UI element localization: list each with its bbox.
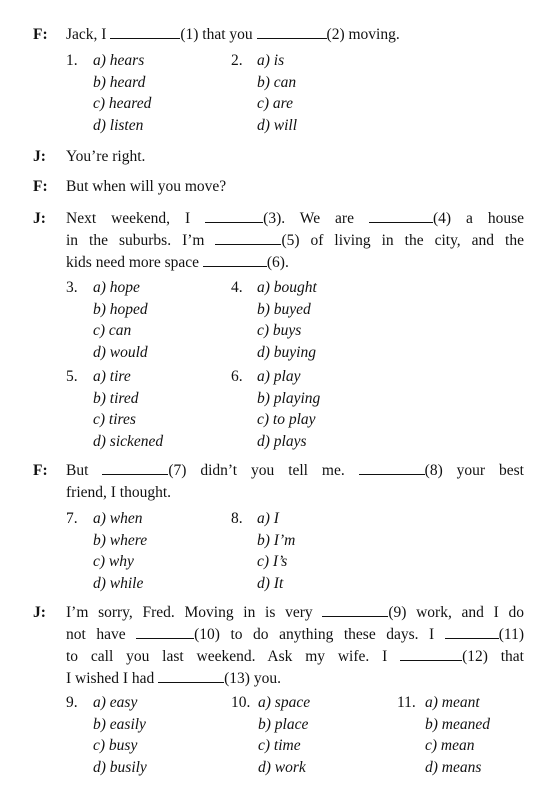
answer-option: a) meant <box>425 694 480 711</box>
dialogue-line: friend, I thought. <box>66 484 172 501</box>
answer-option: b) I’m <box>257 531 296 549</box>
answer-option: a) bought <box>257 279 317 296</box>
answer-option: b) tired <box>93 389 139 407</box>
answer-option: b) buyed <box>257 300 311 318</box>
question-number: 6. <box>231 368 243 385</box>
answer-option: a) play <box>257 368 301 385</box>
answer-option: a) I <box>257 510 279 527</box>
answer-option: c) tires <box>93 411 136 428</box>
answer-option: b) place <box>258 715 309 733</box>
question-number: 9. <box>66 694 78 711</box>
answer-option: a) is <box>257 52 285 69</box>
answer-blank <box>322 602 388 617</box>
dialogue-line: You’re right. <box>66 148 146 165</box>
answer-blank <box>215 230 281 245</box>
answer-option: c) to play <box>257 411 316 428</box>
answer-blank <box>359 460 425 475</box>
speaker-label: J: <box>33 604 46 621</box>
answer-option: c) I’s <box>257 553 288 570</box>
speaker-label: J: <box>33 210 46 227</box>
answer-option: d) busily <box>93 758 147 776</box>
question-number: 11. <box>397 694 416 711</box>
answer-option: d) work <box>258 758 306 776</box>
answer-option: b) can <box>257 73 297 91</box>
answer-option: d) will <box>257 116 298 134</box>
answer-option: a) when <box>93 510 143 527</box>
answer-option: b) hoped <box>93 300 148 318</box>
answer-blank <box>257 24 327 39</box>
answer-option: a) easy <box>93 694 138 711</box>
answer-blank <box>136 624 194 639</box>
answer-option: b) where <box>93 531 148 549</box>
answer-option: d) It <box>257 574 284 592</box>
answer-option: d) listen <box>93 116 144 134</box>
answer-option: c) buys <box>257 322 302 339</box>
dialogue-line: I wished I had (13) you. <box>66 670 281 687</box>
dialogue-line: But (7) didn’t you tell me. (8) your best <box>66 462 524 479</box>
dialogue-line: in the suburbs. I’m (5) of living in the city, and the <box>66 232 524 249</box>
answer-option: d) means <box>425 758 482 776</box>
question-number: 10. <box>231 694 251 711</box>
answer-option: c) why <box>93 553 134 570</box>
answer-option: c) mean <box>425 737 475 754</box>
answer-blank <box>203 252 267 267</box>
answer-option: c) are <box>257 95 294 112</box>
answer-blank <box>110 24 180 39</box>
dialogue-line: But when will you move? <box>66 178 227 195</box>
answer-option: d) would <box>93 343 148 361</box>
answer-option: a) hope <box>93 279 140 296</box>
answer-option: c) time <box>258 737 301 754</box>
speaker-label: F: <box>33 178 48 195</box>
dialogue-line: not have (10) to do anything these days. I (11) <box>66 626 524 643</box>
answer-blank <box>400 646 462 661</box>
question-number: 5. <box>66 368 78 385</box>
answer-option: c) can <box>93 322 132 339</box>
answer-option: b) easily <box>93 715 146 733</box>
dialogue-line: to call you last weekend. Ask my wife. I (12) that <box>66 648 524 665</box>
answer-blank <box>205 208 263 223</box>
dialogue-line: I’m sorry, Fred. Moving in is very (9) work, and I do <box>66 604 524 621</box>
answer-option: d) while <box>93 574 144 592</box>
question-number: 7. <box>66 510 78 527</box>
answer-blank <box>102 460 168 475</box>
dialogue-line: Jack, I (1) that you (2) moving. <box>66 26 400 43</box>
answer-option: b) meaned <box>425 715 490 733</box>
answer-option: b) heard <box>93 73 146 91</box>
answer-option: a) tire <box>93 368 131 385</box>
question-number: 4. <box>231 279 243 296</box>
answer-blank <box>158 668 224 683</box>
answer-option: d) plays <box>257 432 307 450</box>
answer-blank <box>369 208 433 223</box>
answer-option: a) hears <box>93 52 145 69</box>
answer-option: c) busy <box>93 737 138 754</box>
question-number: 8. <box>231 510 243 527</box>
question-number: 2. <box>231 52 243 69</box>
dialogue-line: Next weekend, I (3). We are (4) a house <box>66 210 525 227</box>
speaker-label: F: <box>33 462 48 479</box>
answer-option: b) playing <box>257 389 321 407</box>
answer-option: a) space <box>258 694 311 711</box>
answer-blank <box>445 624 499 639</box>
dialogue-line: kids need more space (6). <box>66 254 289 271</box>
answer-option: c) heared <box>93 95 152 112</box>
answer-option: d) buying <box>257 343 316 361</box>
speaker-label: F: <box>33 26 48 43</box>
question-number: 1. <box>66 52 78 69</box>
answer-option: d) sickened <box>93 432 164 450</box>
speaker-label: J: <box>33 148 46 165</box>
question-number: 3. <box>66 279 78 296</box>
